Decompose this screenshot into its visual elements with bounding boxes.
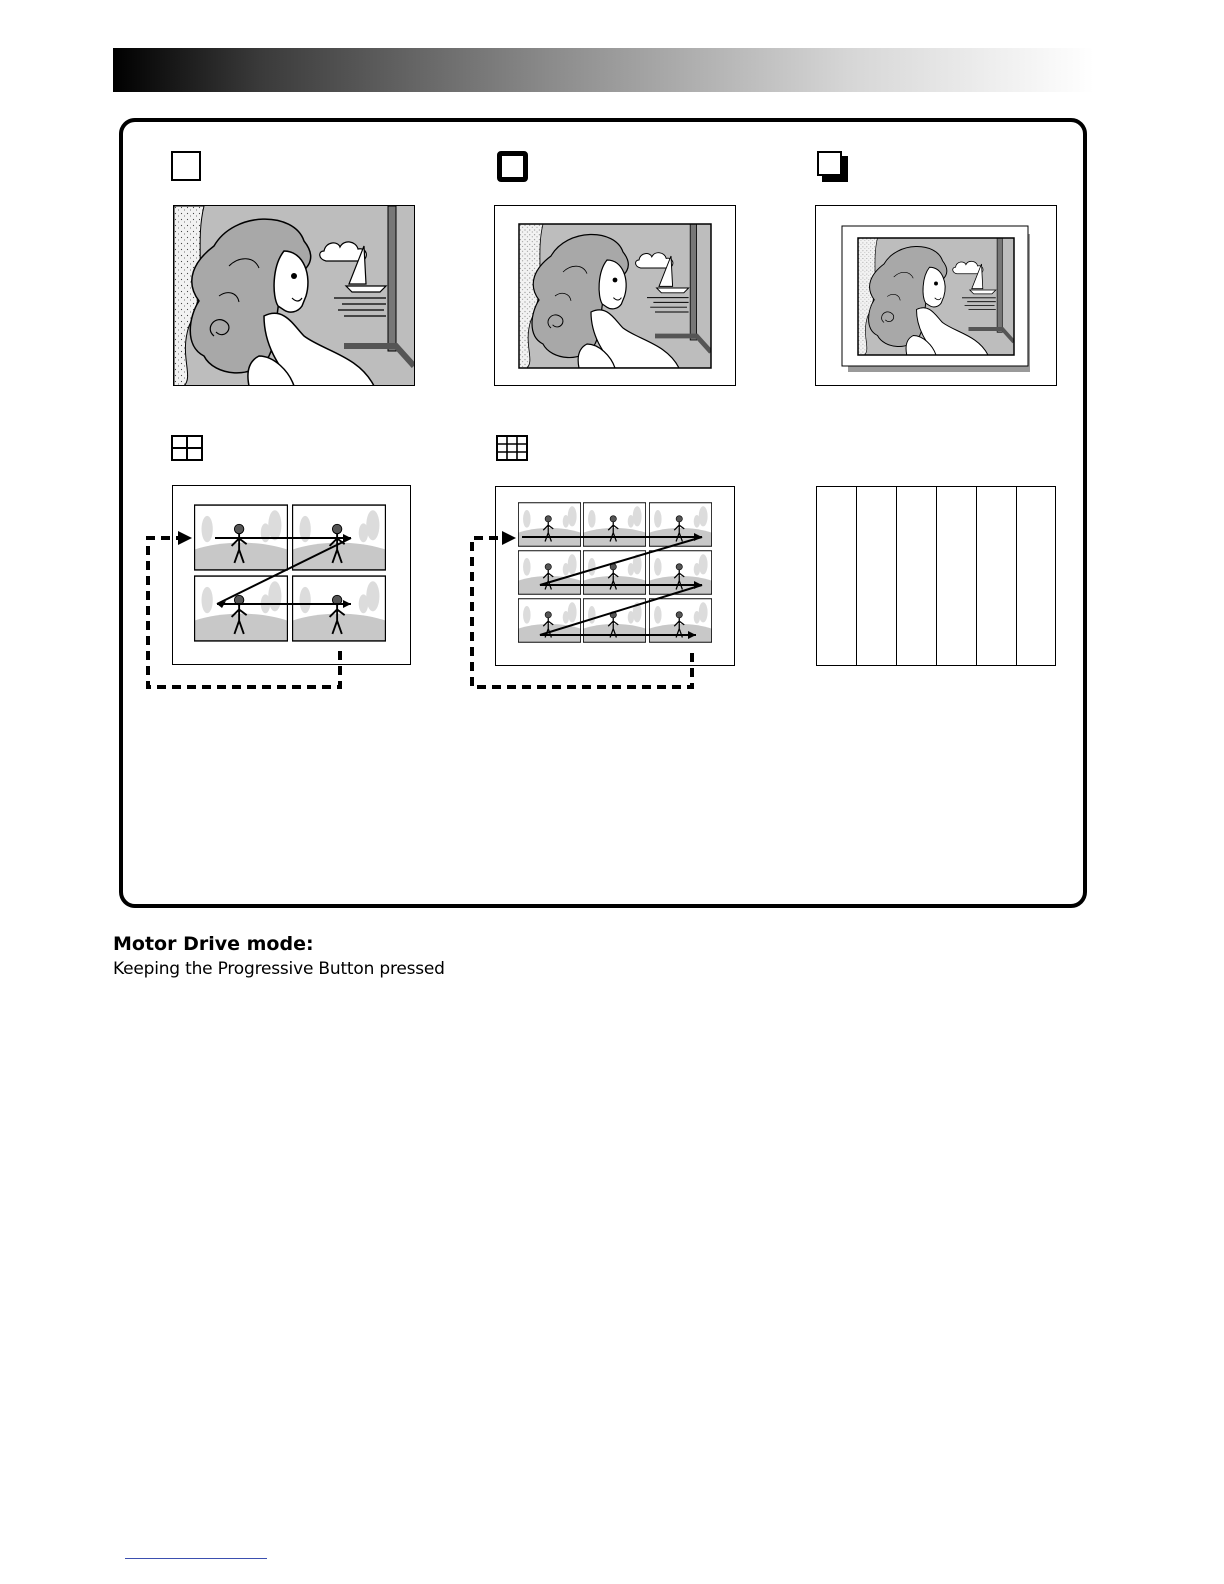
framed-picture-thumbnail: [494, 205, 736, 386]
shadow-frame-icon: [817, 151, 848, 182]
strip-thumbnail: [816, 486, 1056, 666]
square-outline-icon: [171, 151, 201, 181]
full-picture-thumbnail: [173, 205, 415, 386]
grid-2x2-icon: [171, 435, 203, 461]
multi-9-loop-arrow: [464, 525, 704, 695]
multi-4-loop-arrow: [140, 525, 360, 695]
thick-frame-icon: [497, 151, 528, 182]
header-gradient-bar: [113, 48, 1094, 92]
caption-body: Keeping the Progressive Button pressed: [113, 959, 445, 979]
caption: [113, 931, 445, 981]
grid-3x3-icon: [496, 435, 528, 461]
footer-rule: [125, 1558, 267, 1559]
shadow-picture-thumbnail: [815, 205, 1057, 386]
caption-title: Motor Drive mode:: [113, 933, 314, 955]
